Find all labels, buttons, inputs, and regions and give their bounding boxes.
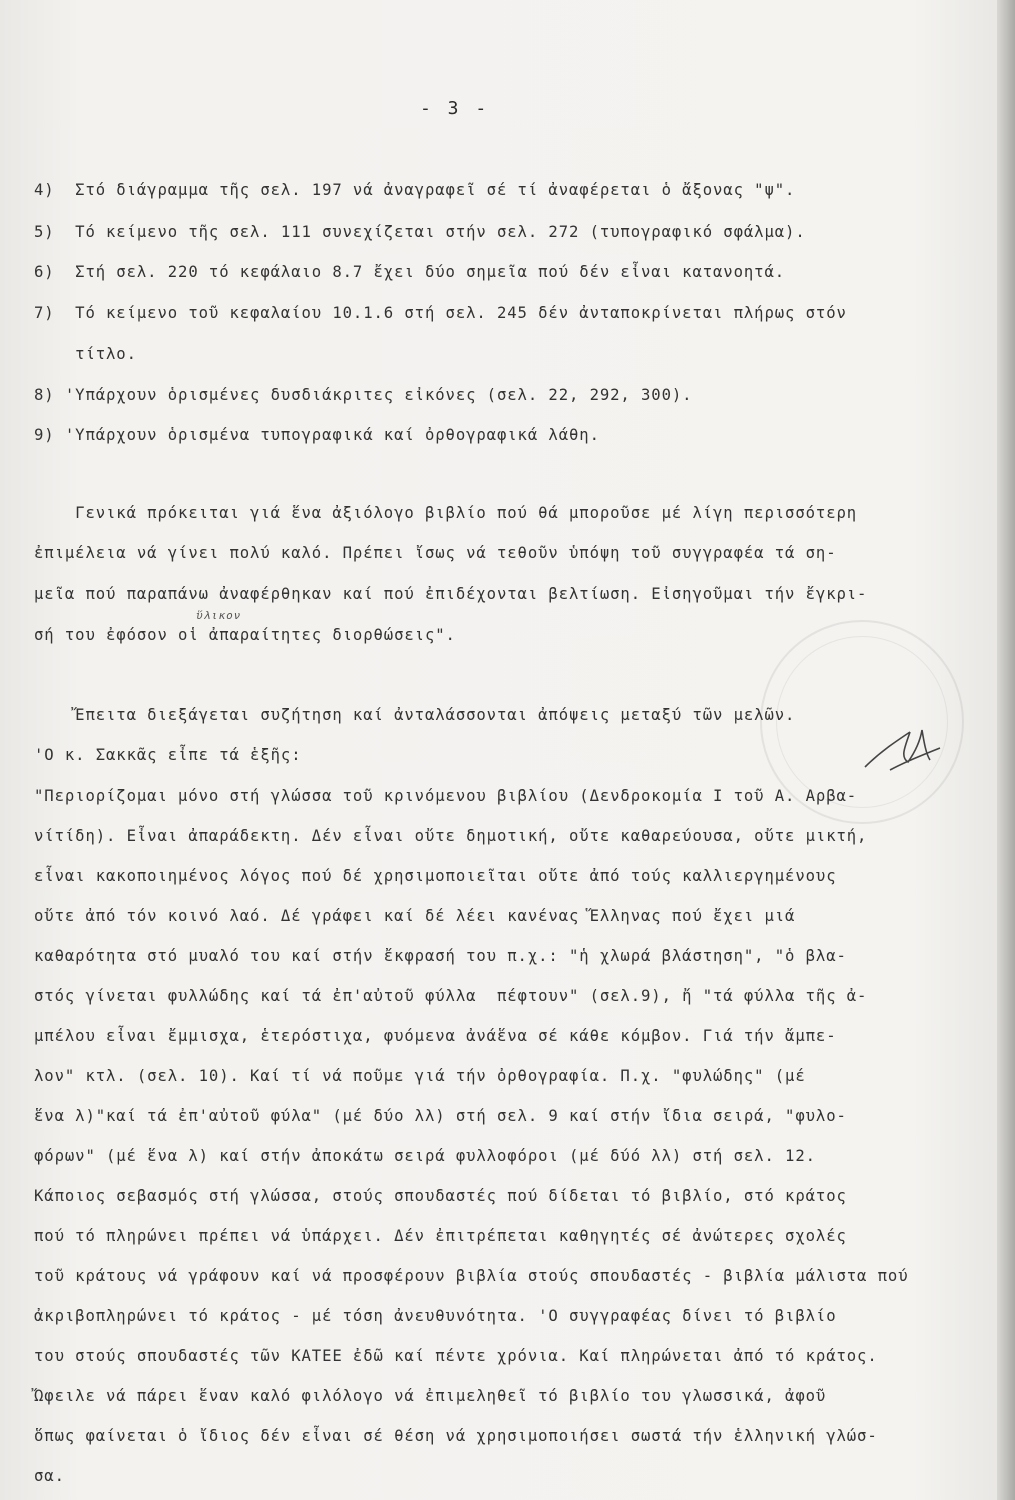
body-line: σή του ἐφόσον οἱ ἀπαραίτητες διορθώσεις". [34, 626, 456, 644]
handwritten-correction: ὕλικον [196, 609, 242, 622]
body-line: νίτίδη). Εἶναι ἀπαράδεκτη. Δέν εἶναι οὔτε δημοτική, οὔτε καθαρεύουσα, οὔτε μικτή, [34, 827, 868, 845]
body-line: στός γίνεται φυλλώδης καί τά ἐπ'αὐτοῦ φύλλα πέφτουν" (σελ.9), ἤ "τά φύλλα τῆς ἀ- [34, 987, 868, 1005]
page-number: - 3 - [420, 98, 490, 119]
body-line: Ἔπειτα διεξάγεται συζήτηση καί ἀνταλάσσονται ἀπόψεις μεταξύ τῶν μελῶν. [34, 706, 796, 724]
body-line: ἕνα λ)"καί τά ἐπ'αὐτοῦ φύλα" (μέ δύο λλ) στή σελ. 9 καί στήν ἴδια σειρά, "φυλο- [34, 1107, 847, 1125]
body-line: ἀκριβοπληρώνει τό κράτος - μέ τόση ἀνευθυνότητα. 'Ο συγγραφέας δίνει τό βιβλίο [34, 1307, 837, 1325]
body-line: Ὤφειλε νά πάρει ἕναν καλό φιλόλογο νά ἐπιμεληθεῖ τό βιβλίο του γλωσσικά, ἀφοῦ [34, 1387, 827, 1405]
body-line: φόρων" (μέ ἕνα λ) καί στήν ἀποκάτω σειρά φυλλοφόροι (μέ δύό λλ) στή σελ. 12. [34, 1147, 816, 1165]
list-item: 5) Τό κείμενο τῆς σελ. 111 συνεχίζεται στήν σελ. 272 (τυπογραφικό σφάλμα). [34, 223, 806, 241]
body-line: πού τό πληρώνει πρέπει νά ὑπάρχει. Δέν ἐπιτρέπεται καθηγητές σέ ἀνώτερες σχολές [34, 1227, 847, 1245]
body-line: Γενικά πρόκειται γιά ἕνα ἀξιόλογο βιβλίο πού θά μποροῦσε μέ λίγη περισσότερη [34, 504, 858, 522]
body-line: λον" κτλ. (σελ. 10). Καί τί νά ποῦμε γιά τήν ὀρθογραφία. Π.χ. "φυλώδης" (μέ [34, 1067, 806, 1085]
body-line: μπέλου εἶναι ἔμμισχα, ἑτερόστιχα, φυόμενα ἀνάἕνα σέ κάθε κόμβον. Γιά τήν ἄμπε- [34, 1027, 837, 1045]
body-line: "Περιορίζομαι μόνο στή γλώσσα τοῦ κρινόμενου βιβλίου (Δενδροκομία Ι τοῦ Α. Αρβα- [34, 787, 858, 805]
list-item: 8) 'Υπάρχουν ὁρισμένες δυσδιάκριτες εἰκόνες (σελ. 22, 292, 300). [34, 386, 693, 404]
body-line: του στούς σπουδαστές τῶν ΚΑΤΕΕ ἐδῶ καί πέντε χρόνια. Καί πληρώνεται ἀπό τό κράτος. [34, 1347, 878, 1365]
list-item-continuation: τίτλο. [34, 345, 137, 363]
body-line: οὔτε ἀπό τόν κοινό λαό. Δέ γράφει καί δέ λέει κανένας Ἕλληνας πού ἔχει μιά [34, 907, 796, 925]
body-line: Κάποιος σεβασμός στή γλώσσα, στούς σπουδαστές πού δίδεται τό βιβλίο, στό κράτος [34, 1187, 847, 1205]
list-item: 9) 'Υπάρχουν ὁρισμένα τυπογραφικά καί ὀρθογραφικά λάθη. [34, 426, 600, 444]
body-line: εἶναι κακοποιημένος λόγος πού δέ χρησιμοποιεῖται οὔτε ἀπό τούς καλλιεργημένους [34, 867, 837, 885]
list-item: 7) Τό κείμενο τοῦ κεφαλαίου 10.1.6 στή σελ. 245 δέν ἀνταποκρίνεται πλήρως στόν [34, 304, 847, 322]
page-edge-shadow [997, 0, 1015, 1500]
handwritten-signature [860, 712, 950, 782]
body-line: 'Ο κ. Σακκᾶς εἶπε τά ἑξῆς: [34, 746, 302, 764]
list-item: 4) Στό διάγραμμα τῆς σελ. 197 νά ἀναγραφεῖ σέ τί ἀναφέρεται ὁ ἄξονας "ψ". [34, 181, 796, 199]
list-item: 6) Στή σελ. 220 τό κεφάλαιο 8.7 ἔχει δύο σημεῖα πού δέν εἶναι κατανοητά. [34, 263, 786, 281]
body-line: τοῦ κράτους νά γράφουν καί νά προσφέρουν βιβλία στούς σπουδαστές - βιβλία μάλιστα πού [34, 1267, 909, 1285]
body-line: ὅπως φαίνεται ὁ ἴδιος δέν εἶναι σέ θέση νά χρησιμοποιήσει σωστά τήν ἑλληνική γλώσ- [34, 1427, 878, 1445]
body-line: σα. [34, 1467, 65, 1485]
body-line: καθαρότητα στό μυαλό του καί στήν ἔκφρασή του π.χ.: "ἡ χλωρά βλάστηση", "ὁ βλα- [34, 947, 847, 965]
body-line: μεῖα πού παραπάνω ἀναφέρθηκαν καί πού ἐπιδέχονται βελτίωση. Εἰσηγοῦμαι τήν ἔγκρι- [34, 585, 868, 603]
body-line: ἐπιμέλεια νά γίνει πολύ καλό. Πρέπει ἴσως νά τεθοῦν ὑπόψη τοῦ συγγραφέα τά ση- [34, 544, 837, 562]
